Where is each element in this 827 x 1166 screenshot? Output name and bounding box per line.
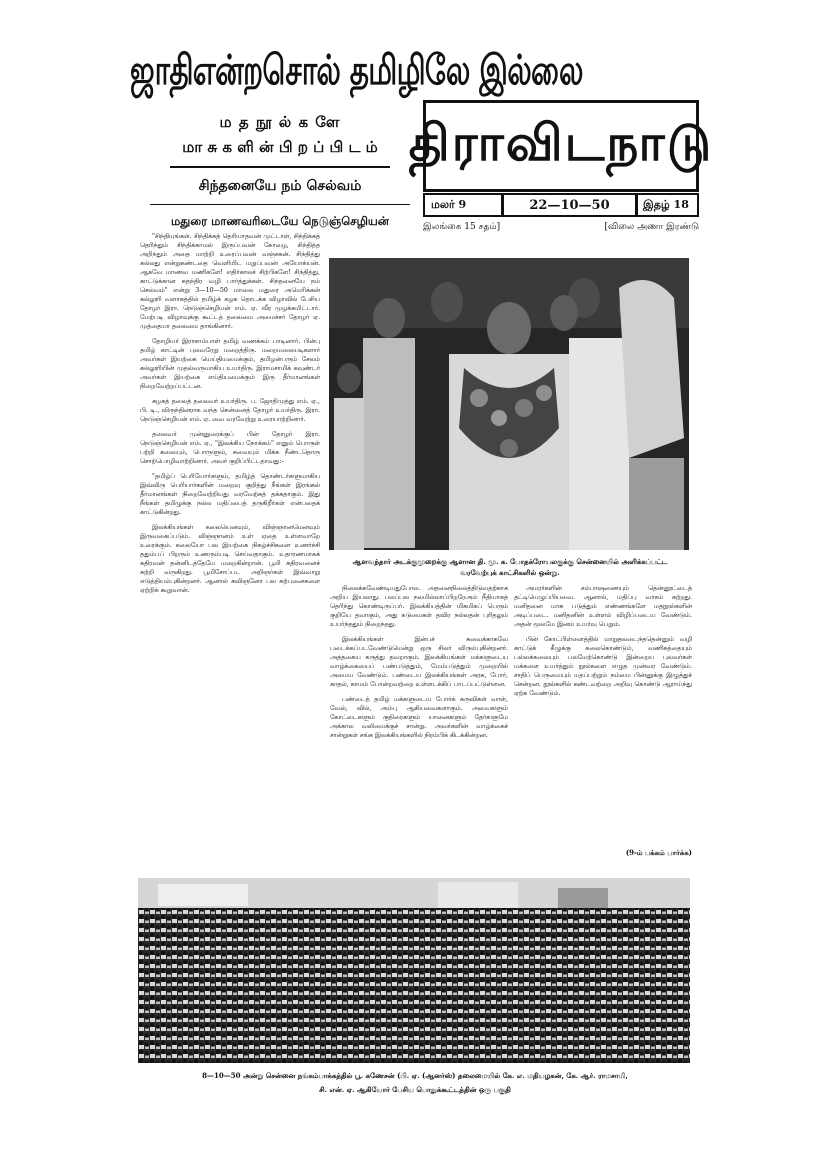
headline: ஜாதிஎன்றசொல் தமிழிலே இல்லை xyxy=(130,46,583,94)
continued-note: (9-ம் பக்கம் பார்க்க) xyxy=(625,848,692,857)
price-row xyxy=(423,222,699,233)
paragraph: தோழியர் இராசாம்பாள் தமிழ் வணக்கம் பாடினார். பின்பு தமிழ் காட்டின் புலவரேறு மறைத்திரு. மறைமலையடிகளார் அவர்கள் இயற்கை யெய்தியமைக்கும், தமிழன்பரும் சேலம் கல்லூரியின் முதல்வருமாகிய உயர்திரு. இராமசாமிக் கவுண்டர் அவர்கள் இயற்கை எய்தியமைக்கும் இரு தீர்மானங்கள் நிறைவேற்றப்பட்டன. xyxy=(140,338,320,390)
masthead-info-bar xyxy=(423,193,699,217)
crowd-photo-image xyxy=(138,878,690,1063)
paragraph: "தமிழ்ப் பெரியோர்களும், தமிழ்த் தொண்டர்களுமாகிய இவ்விரு பெரியார்களின் மறைவு குறித்து நீங்கள் இரங்கல் தீர்மானங்கள் நிறைவேற்றியது வரவேற்கத் தக்கதாகும். இது நீங்கள் தமிழுக்கு நல்ல மதிப்பைத் தருகிறீர்கள் என்பதைக் காட்டுகின்றது. xyxy=(140,473,320,516)
byline-rule xyxy=(150,204,410,205)
crowd-photo-caption-line1: 8—10—50 அன்று சென்னை நங்கம்பாக்கத்தில் பூ. கணேசன் (பி. ஏ. (ஆனர்ஸ்) தலைமையில் கே. எ. மதியழகன், கே. ஆர். ராமசாமி, xyxy=(202,1071,628,1080)
paragraph: தலைவர் முன்னுரைக்குப் பின் தோழர் இரா. நெடுஞ்செழியன் எம். ஏ., "இலக்கிய நோக்கம்" எனும் பொருள் பற்றி கலையும், பொருளும், சுவையும் மிக்க நீண்டதொரு சொற்பொழிவாற்றினார். அவர் குறிப்பிட்டதாவது:- xyxy=(140,431,320,465)
masthead-box xyxy=(408,100,714,192)
subhead-line1: ம த நூ ல் க ளே xyxy=(219,113,341,131)
issue-date: 22—10—50 xyxy=(529,197,610,213)
paragraph: நிலைக்கவேண்டியதுபோல. அதனைநிலைத்திடுவதற்காக அறிய இயலாது. பலப்பல நலமில்லாப்பிறரேஅம் நீதியாகத் தெரிந்து கொண்டிருப்பர். இலக்கியத்தின் மிகமிகப் பெரும் குறியே தவாகும், அது கடுமைகள் தவிர நல்லதன் புரிதலும் உயர்ந்ததும் நிறைந்தது. xyxy=(330,585,508,628)
paragraph: இலக்கியங்கள் கலையெனவும், விஞ்ஞானமெனவும் இருவகைப்படும். விஞ்ஞானம் உள் ஏதை உள்ளவாறே உரைக்கும். கலையோ பல இயற்கை நிகழ்ச்சிகளை உணர்ச்சி ததும்பப் பிறரும் உணரும்படி செய்வதாகும். உதாரணமாகக் கதிரவன் தன்னிடத்தேயே மறைகின்றான். பூமி கதிரவனைச் சுற்றி வருகிறது. பூமிசோப்பட அறிஞர்கள் இவ்வாறு எடுத்தியம்புகின்றனர். ஆனால் கவிஞனோ பல கற்பனைகளை ஏற்றிக் கூறுவான். xyxy=(140,524,320,594)
paragraph: கழகத் தலைத் தலைவர் உயர்திரு. ப. ஜோதிமுத்து எம். ஏ., பி. டி., விருந்தினராக வந்த சென்னைத் தோழர் உயர்திரு. இரா. நெடுஞ்செழியன் எம். ஏ. வை வரவேற்று உரையாற்றினார். xyxy=(140,398,320,423)
subhead-line2: மா சு க ளி ன் பி ற ப் பி ட ம் xyxy=(182,138,378,156)
volume-label: மலர் 9 xyxy=(425,195,504,215)
article-left-column xyxy=(140,232,320,772)
paragraph: இலக்கியங்கள் இன்பச் சுவைக்காகவே படைக்கப்படவேண்டுமென்று ஒரு சிலர் விரும்புகின்றனர். அத்தகைய கருத்து தவறாகும். இலக்கியங்கள் மக்களுடைய வாழ்க்கையைப் பண்படுத்தும், மேம்படுத்தும் முறையில் அமைய வேண்டும். பண்டைய இலக்கியங்கள் அரசு, போர், காதல், காமம் போன்றவற்றை உள்ளடக்கிப் பாடப்பட்டுள்ளன. xyxy=(330,636,508,688)
article-middle-column xyxy=(330,584,508,859)
paragraph: பண்டைத் தமிழ் மக்களுடைய போர்க் கருவிகள் வாள், வேல், வில், அம்பு ஆகியவைகளாகும். அவைகளும் கோட்டைகளும் குதிரைகளும் யானைகளும் தேர்களுமே அக்கால வலிமைக்குச் சான்று. அவர்களின் வாழ்க்கைச் சான்றுகள் சங்க இலக்கியங்களில் நிரம்பிக் கிடக்கின்றன. xyxy=(330,696,508,739)
price-main: [விலை அணா இரண்டு xyxy=(604,222,699,232)
subhead-rule xyxy=(170,166,390,168)
paragraph: "சிந்தியுங்கள். சிந்திக்கத் தெரியாதவன் முட்டாள், சிந்திக்கத் தெரிந்தும் சிந்திக்காமல் இருப்பவன் கோழை, சிந்தித்த அறிந்தும் அதை மாற்றி உரைப்பவன் வஞ்சகன். சிந்தித்து கல்லது என்றுகண்டதை வெளியிட மறுப்பவன் அயோக்யன். ஆகவே மாணவ மணிகளே! எதிர்காலச் சிற்பிகளே! சிந்தித்து, காட்டுக்கான சுதந்திர வழி பார்த்துக்கள். சிந்தனையே நம் செல்வம்" என்று 3—10—50 மாலை மதுரை அமெரிக்கன் கல்லூரி வளாகத்தில் தமிழ்க் கழக தொடக்க விழாவில் பேசிய தோழர் இரா. நெடுஞ்செழியன் எம். ஏ. வீர முழக்கமிட்டார். மேற்படி விழாவுக்கு கூட்டத் தலைமை அமைச்சர் தோழர் ஏ. முத்தையா தலைமை தாங்கினார். xyxy=(140,233,320,330)
issue-number: இதழ் 18 xyxy=(635,195,697,215)
subhead-line3: சிந்தனையே நம் செல்வம் xyxy=(198,178,362,194)
masthead-title: திராவிடநாடு xyxy=(408,113,714,172)
crowd-photo-caption-line2: சி. என். ஏ. ஆகியோர் பேசிய பொதுக்கூட்டத்தின் ஒரு பகுதி xyxy=(319,1085,511,1094)
article-right-column xyxy=(514,584,692,846)
crowd-photo xyxy=(138,878,690,1063)
reception-photo xyxy=(329,258,689,550)
price-lanka: இலங்கை 15 சதம்] xyxy=(423,222,501,232)
reception-photo-caption: ஆளவந்தார் அடக்குமுறைக்கு ஆளான தி. மு. க. போதக்ரோயலகுக்கு சென்னையில் அளிக்கப்பட்ட வரவேற்புக் காட்சிகளில் ஒன்று. xyxy=(352,557,668,577)
paragraph: அமரர்களின் சம்பாஷணையும் தென்னூட்டைத் தட்டியெழுப்பியவை. ஆனால், மதிப்பு வாசம் கற்றது. மனிதனை மாசு படுத்தும் எண்ணங்களே மதநூல்களின் அடிப்படை. மனிதனின் உள்ளம் விழிப்படைய வேண்டும். அதன் மூலமே இனம் உயர்வு பெறும். xyxy=(514,585,692,628)
paragraph: பின் கோட்பிள்ளைத்தில் மாறுதலடைந்ததென்னும் வழி காட்டுக் கீழுக்கு கலைகொண்டும், வணிகத்தையும் பல்லக்கலையும் பலமேற்கொண்டு இன்றைய புலவர்கள் மக்களை உயர்த்தும் நூல்களை எழுத முன்வர வேண்டும். சாதிப் பெருமையும் மதப்பற்றும் நம்மை பின்னுக்கு இழுத்துச் சென்றன. நூல்களில் கண்டவற்றை அறிவு கொண்டு ஆராய்ந்து ஏற்க வேண்டும். xyxy=(514,636,692,697)
byline: மதுரை மாணவரிடையே நெடுஞ்செழியன் xyxy=(171,214,389,228)
reception-photo-image xyxy=(329,258,689,550)
